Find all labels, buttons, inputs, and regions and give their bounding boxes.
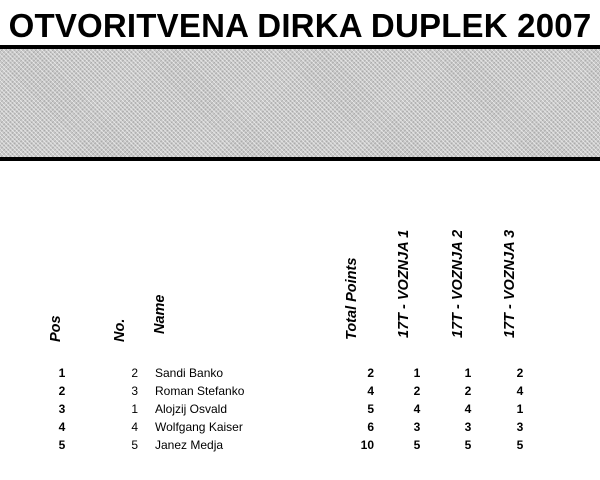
- cell-race-1: 4: [413, 402, 421, 416]
- header-banner: [0, 49, 600, 157]
- column-header-pos: Pos: [48, 315, 64, 342]
- cell-race-2: 5: [464, 438, 472, 452]
- cell-name: Janez Medja: [155, 438, 224, 452]
- column-header-total-points: Total Points: [344, 257, 360, 340]
- cell-total-points: 2: [367, 366, 374, 380]
- cell-name: Alojzij Osvald: [155, 402, 228, 416]
- cell-pos: 2: [58, 384, 66, 398]
- cell-pos: 1: [58, 366, 66, 380]
- page-title: OTVORITVENA DIRKA DUPLEK 2007: [8, 7, 592, 44]
- cell-no: 1: [131, 402, 138, 416]
- cell-name: Sandi Banko: [155, 366, 224, 380]
- cell-race-3: 5: [516, 438, 524, 452]
- cell-no: 4: [131, 420, 138, 434]
- cell-no: 3: [131, 384, 138, 398]
- banner-divider: [0, 157, 600, 161]
- cell-pos: 5: [58, 438, 66, 452]
- cell-total-points: 10: [360, 438, 374, 452]
- cell-pos: 4: [58, 420, 66, 434]
- cell-race-3: 4: [516, 384, 524, 398]
- cell-race-3: 1: [516, 402, 524, 416]
- cell-race-2: 2: [464, 384, 472, 398]
- cell-total-points: 5: [367, 402, 374, 416]
- cell-name: Wolfgang Kaiser: [155, 420, 243, 434]
- column-header-race-3: 17T - VOZNJA 3: [502, 229, 518, 338]
- cell-pos: 3: [58, 402, 66, 416]
- cell-name: Roman Stefanko: [155, 384, 245, 398]
- cell-race-1: 5: [413, 438, 421, 452]
- cell-total-points: 6: [367, 420, 374, 434]
- cell-race-2: 1: [464, 366, 472, 380]
- cell-race-2: 4: [464, 402, 472, 416]
- cell-race-3: 2: [516, 366, 524, 380]
- column-header-name: Name: [152, 294, 168, 334]
- cell-race-1: 1: [413, 366, 421, 380]
- cell-race-2: 3: [464, 420, 472, 434]
- cell-race-3: 3: [516, 420, 524, 434]
- cell-race-1: 3: [413, 420, 421, 434]
- cell-no: 5: [131, 438, 138, 452]
- cell-race-1: 2: [413, 384, 421, 398]
- column-header-no: No.: [112, 318, 128, 342]
- cell-no: 2: [131, 366, 138, 380]
- column-header-race-1: 17T - VOZNJA 1: [396, 229, 412, 338]
- cell-total-points: 4: [367, 384, 374, 398]
- column-header-race-2: 17T - VOZNJA 2: [450, 229, 466, 338]
